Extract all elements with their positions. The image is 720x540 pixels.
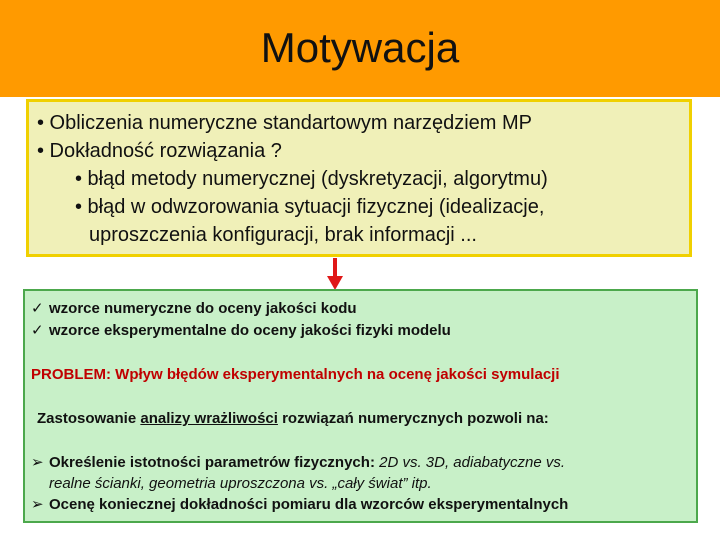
arrow-bullet-icon: ➢ <box>31 454 44 471</box>
application-line <box>37 410 549 428</box>
list-item <box>31 454 565 472</box>
sub-bullet-line: • błąd metody numerycznej (dyskretyzacji, algorytmu) <box>75 168 548 190</box>
solution-box <box>23 289 698 523</box>
application-text-end: rozwiązań numerycznych pozwoli na: <box>277 410 549 427</box>
arrow-bullet-icon: ➢ <box>31 496 44 513</box>
check-icon: ✓ <box>31 322 44 339</box>
application-text: Zastosowanie <box>37 410 141 427</box>
sub-bullet-line: • błąd w odwzorowania sytuacji fizycznej (idealizacje, <box>75 196 545 218</box>
check-item <box>31 300 357 318</box>
problem-statement: PROBLEM: Wpływ błędów eksperymentalnych na ocenę jakości symulacji <box>31 366 560 383</box>
list-item-continuation: realne ścianki, geometria uproszczona vs. „cały świat” itp. <box>49 475 432 492</box>
title-bar <box>0 0 720 97</box>
sub-bullet-continuation: uproszczenia konfiguracji, brak informacji ... <box>89 224 477 246</box>
item-italic-text: 2D vs. 3D, adiabatyczne vs. <box>379 454 566 471</box>
list-item <box>31 496 568 514</box>
check-item <box>31 322 451 340</box>
sensitivity-analysis-term: analizy wrażliwości <box>140 410 278 427</box>
check-item-text: wzorce numeryczne do oceny jakości kodu <box>49 300 357 317</box>
check-icon: ✓ <box>31 300 44 317</box>
bullet-line: • Dokładność rozwiązania ? <box>37 140 282 162</box>
bullet-line: • Obliczenia numeryczne standartowym narzędziem MP <box>37 112 532 134</box>
slide-title: Motywacja <box>260 24 460 71</box>
check-item-text: wzorce eksperymentalne do oceny jakości fizyki modelu <box>49 322 451 339</box>
motivation-box <box>26 99 692 257</box>
item-text: Ocenę koniecznej dokładności pomiaru dla wzorców eksperymentalnych <box>49 496 569 513</box>
item-bold-text: Określenie istotności parametrów fizycznych: <box>49 454 380 471</box>
down-arrow-icon <box>327 258 343 290</box>
